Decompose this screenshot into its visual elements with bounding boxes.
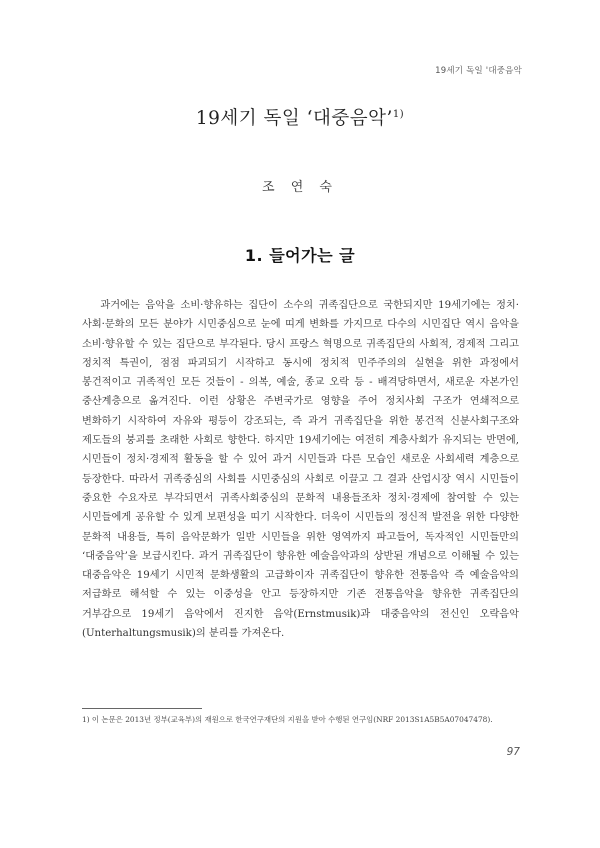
author-name: 조 연 숙 [262, 180, 338, 195]
article-title [0, 104, 600, 130]
page-number: 97 [506, 746, 520, 758]
title-footnote-marker[interactable]: 1) [392, 108, 405, 120]
running-header: 19세기 독일 '대중음악 [435, 66, 522, 76]
footnote: 1) 이 논문은 2013년 정부(교육부)의 재원으로 한국연구재단의 지원을 받아 수행된 연구임(NRF 2013S1A5B5A07047478). [82, 715, 493, 724]
section-heading: 1. 들어가는 글 [244, 246, 356, 265]
article-title-text: 19세기 독일 ‘대중음악’ [195, 108, 393, 129]
footnote-divider [82, 708, 202, 709]
body-paragraph: 과거에는 음악을 소비·향유하는 집단이 소수의 귀족집단으로 국한되지만 19세기에는 정치·사회·문화의 모든 분야가 시민중심으로 눈에 띠게 변화를 가지므로 다수의 시민집단 역시 음악을 소비·향유할 수 있는 집단으로 부각된다. 당시 프랑스 혁명으로 귀족집단의 사회적, 경제적 그리고 정치적 특권이, 점점 파괴되기 시작하고 동시에 정치적 민주주의의 실현을 위한 과정에서 봉건적이고 귀족적인 모든 것들이 - 의복, 예술, 종교 오락 등 - 배격당하면서, 새로운 자본가인 중산계층으로 옮겨진다. 이런 상황은 주변국가로 영향을 주어 정치사회 구조가 연쇄적으로 변화하기 시작하여 자유와 평등이 강조되는, 즉 과거 귀족집단을 위한 봉건적 신분사회구조와 제도들의 붕괴를 초래한 사회로 향한다. 하지만 19세기에는 여전히 계층사회가 유지되는 반면에, 시민들이 정치·경제적 활동을 할 수 있어 과거 시민들과 다른 모습인 새로운 사회세력 계층으로 등장한다. 따라서 귀족중심의 사회를 시민중심의 사회로 이끌고 그 결과 산업시장 역시 시민들이 중요한 수요자로 부각되면서 귀족사회중심의 문화적 내용들조차 정치·경제에 참여할 수 있는 시민들에게 공유할 수 있게 보편성을 띠기 시작한다. 더욱이 시민들의 정신적 발전을 위한 다양한 문화적 내용들, 특히 음악문화가 일반 시민들을 위한 영역까지 파고들어, 독자적인 시민들만의 ‘대중음악’을 보급시킨다. 과거 귀족집단이 향유한 예술음악과의 상반된 개념으로 이해될 수 있는 대중음악은 19세기 시민적 문화생활의 고급화이자 귀족집단이 향유한 전통음악 즉 예술음악의 저급화로 해석할 수 있는 이중성을 안고 등장하지만 기존 전통음악을 향유한 귀족집단의 거부감으로 19세기 음악에서 진지한 음악(Ernstmusik)과 대중음악의 전신인 오락음악(Unterhaltungsmusik)의 분리를 가져온다. [82, 300, 519, 640]
